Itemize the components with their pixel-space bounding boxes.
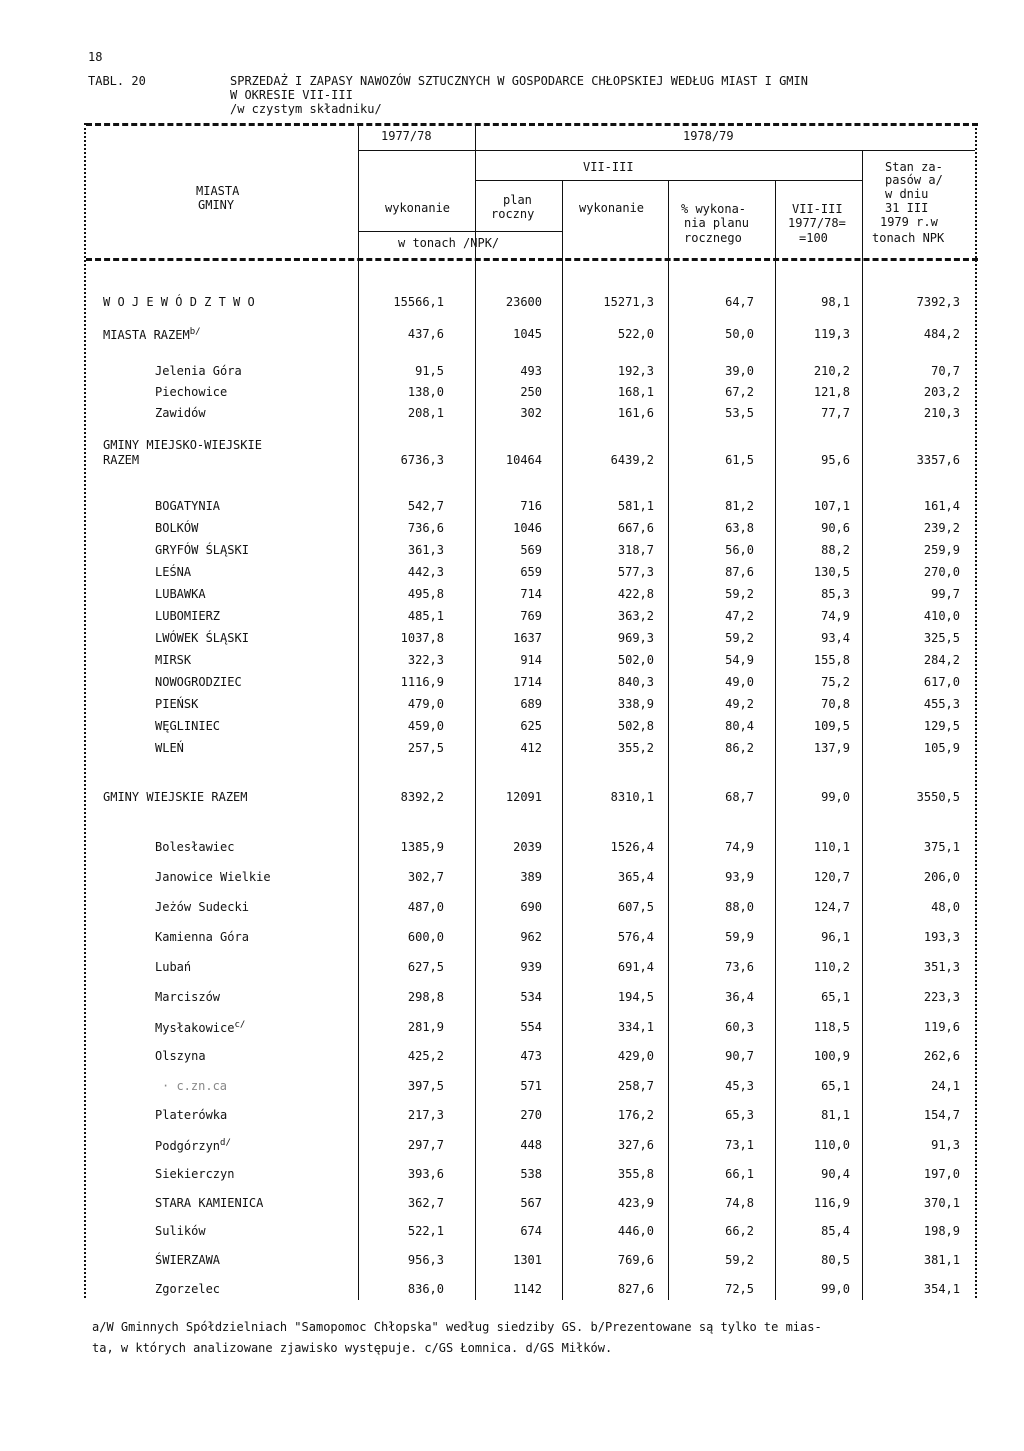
- table-cell: 769,6: [617, 1253, 654, 1267]
- table-cell: 538: [520, 1167, 542, 1181]
- table-cell: 129,5: [923, 719, 960, 733]
- table-cell: 448: [520, 1138, 542, 1152]
- table-cell: 138,0: [407, 385, 444, 399]
- row-name: Zgorzelec: [155, 1282, 221, 1296]
- table-cell: 327,6: [617, 1138, 654, 1152]
- table-cell: 581,1: [617, 499, 654, 513]
- table-cell: 769: [520, 609, 542, 623]
- row-name: Sulików: [155, 1224, 206, 1238]
- table-cell: 208,1: [407, 406, 444, 420]
- table-cell: 270: [520, 1108, 542, 1122]
- row-name: WĘGLINIEC: [155, 719, 221, 733]
- row-name-continued: RAZEM: [103, 453, 140, 467]
- table-cell: 119,3: [813, 327, 850, 341]
- table-cell: 197,0: [923, 1167, 960, 1181]
- table-cell: 203,2: [923, 385, 960, 399]
- table-title-line1: SPRZEDAŻ I ZAPASY NAWOZÓW SZTUCZNYCH W GOSPODARCE CHŁOPSKIEJ WEDŁUG MIAST I GMIN: [230, 74, 808, 88]
- table-cell: 107,1: [813, 499, 850, 513]
- table-cell: 397,5: [407, 1079, 444, 1093]
- table-cell: 73,6: [725, 960, 754, 974]
- table-cell: 85,3: [821, 587, 850, 601]
- col-header-stock-line1: Stan za-: [885, 160, 943, 174]
- table-cell: 429,0: [617, 1049, 654, 1063]
- row-name: LWÓWEK ŚLĄSKI: [155, 631, 249, 645]
- table-cell: 473: [520, 1049, 542, 1063]
- table-cell: 716: [520, 499, 542, 513]
- table-cell: 351,3: [923, 960, 960, 974]
- col-header-index-line2: 1977/78=: [788, 216, 846, 230]
- year-1977-78: 1977/78: [381, 129, 432, 143]
- table-cell: 15271,3: [603, 295, 654, 309]
- table-cell: 80,5: [821, 1253, 850, 1267]
- col-header-index-line1: VII-III: [792, 202, 843, 216]
- table-cell: 110,0: [813, 1138, 850, 1152]
- table-cell: 105,9: [923, 741, 960, 755]
- table-cell: 1714: [513, 675, 542, 689]
- table-cell: 410,0: [923, 609, 960, 623]
- table-cell: 70,8: [821, 697, 850, 711]
- table-cell: 210,3: [923, 406, 960, 420]
- table-cell: 60,3: [725, 1020, 754, 1034]
- table-cell: 93,4: [821, 631, 850, 645]
- table-cell: 355,8: [617, 1167, 654, 1181]
- table-cell: 487,0: [407, 900, 444, 914]
- table-cell: 12091: [505, 790, 542, 804]
- table-cell: 116,9: [813, 1196, 850, 1210]
- footnote-marker: b/: [189, 327, 201, 337]
- table-cell: 691,4: [617, 960, 654, 974]
- table-cell: 217,3: [407, 1108, 444, 1122]
- table-cell: 210,2: [813, 364, 850, 378]
- table-cell: 45,3: [725, 1079, 754, 1093]
- right-border: [975, 123, 977, 1298]
- stub-header-cities: MIASTA: [196, 184, 240, 198]
- table-cell: 361,3: [407, 543, 444, 557]
- table-cell: 154,7: [923, 1108, 960, 1122]
- table-cell: 302: [520, 406, 542, 420]
- table-cell: 239,2: [923, 521, 960, 535]
- table-cell: 99,0: [821, 790, 850, 804]
- col-sep-4: [668, 180, 669, 1300]
- row-name: Podgórzyn$^{d/}$: [155, 1138, 231, 1153]
- table-cell: 81,1: [821, 1108, 850, 1122]
- table-cell: 66,1: [725, 1167, 754, 1181]
- table-cell: 493: [520, 364, 542, 378]
- table-cell: 6736,3: [400, 453, 444, 467]
- table-cell: 87,6: [725, 565, 754, 579]
- col-header-stock-line5: 1979 r.w: [880, 215, 938, 229]
- row-name: Marciszów: [155, 990, 221, 1004]
- table-cell: 59,9: [725, 930, 754, 944]
- table-cell: 381,1: [923, 1253, 960, 1267]
- col-header-stock-line6: tonach NPK: [872, 231, 945, 245]
- table-cell: 484,2: [923, 327, 960, 341]
- table-cell: 459,0: [407, 719, 444, 733]
- table-cell: 7392,3: [916, 295, 960, 309]
- row-name: LUBAWKA: [155, 587, 206, 601]
- table-cell: 72,5: [725, 1282, 754, 1296]
- table-cell: 73,1: [725, 1138, 754, 1152]
- table-cell: 554: [520, 1020, 542, 1034]
- row-name: Olszyna: [155, 1049, 206, 1063]
- table-cell: 61,5: [725, 453, 754, 467]
- row-name: GRYFÓW ŚLĄSKI: [155, 543, 249, 557]
- table-cell: 88,0: [725, 900, 754, 914]
- table-cell: 168,1: [617, 385, 654, 399]
- footnote-marker: d/: [220, 1138, 231, 1148]
- table-cell: 355,2: [617, 741, 654, 755]
- table-cell: 577,3: [617, 565, 654, 579]
- table-cell: 65,1: [821, 990, 850, 1004]
- table-cell: 659: [520, 565, 542, 579]
- footnote-line2: ta, w których analizowane zjawisko występuje. c/GS Łomnica. d/GS Miłków.: [92, 1341, 613, 1355]
- table-cell: 6439,2: [610, 453, 654, 467]
- table-cell: 1045: [513, 327, 542, 341]
- header-rule-period: [475, 180, 862, 181]
- row-name: LUBOMIERZ: [155, 609, 221, 623]
- col-sep-1: [358, 125, 359, 1300]
- table-cell: 59,2: [725, 1253, 754, 1267]
- table-cell: 270,0: [923, 565, 960, 579]
- row-name: WLEŃ: [155, 741, 184, 755]
- table-cell: 95,6: [821, 453, 850, 467]
- row-name: Jeżów Sudecki: [155, 900, 249, 914]
- table-cell: 281,9: [407, 1020, 444, 1034]
- table-cell: 297,7: [407, 1138, 444, 1152]
- table-cell: 627,5: [407, 960, 444, 974]
- table-cell: 1526,4: [610, 840, 654, 854]
- row-name: W O J E W Ó D Z T W O: [103, 295, 255, 309]
- table-cell: 365,4: [617, 870, 654, 884]
- table-cell: 284,2: [923, 653, 960, 667]
- table-cell: 258,7: [617, 1079, 654, 1093]
- col-sep-3: [562, 180, 563, 1300]
- table-cell: 70,7: [931, 364, 960, 378]
- table-cell: 90,4: [821, 1167, 850, 1181]
- row-name: BOGATYNIA: [155, 499, 221, 513]
- table-cell: 502,8: [617, 719, 654, 733]
- table-cell: 80,4: [725, 719, 754, 733]
- row-name: MIRSK: [155, 653, 192, 667]
- table-cell: 155,8: [813, 653, 850, 667]
- col-header-stock-line4: 31 III: [885, 201, 929, 215]
- col-header-index-line3: =100: [799, 231, 828, 245]
- table-cell: 914: [520, 653, 542, 667]
- table-cell: 736,6: [407, 521, 444, 535]
- table-cell: 192,3: [617, 364, 654, 378]
- table-cell: 98,1: [821, 295, 850, 309]
- left-border: [84, 123, 86, 1298]
- header-bottom-rule: [86, 258, 978, 261]
- table-cell: 130,5: [813, 565, 850, 579]
- table-cell: 65,1: [821, 1079, 850, 1093]
- table-cell: 1385,9: [400, 840, 444, 854]
- table-cell: 479,0: [407, 697, 444, 711]
- row-name: GMINY WIEJSKIE RAZEM: [103, 790, 248, 804]
- table-cell: 576,4: [617, 930, 654, 944]
- table-cell: 194,5: [617, 990, 654, 1004]
- row-name: Kamienna Góra: [155, 930, 249, 944]
- row-name: PIEŃSK: [155, 697, 199, 711]
- table-cell: 412: [520, 741, 542, 755]
- table-cell: 47,2: [725, 609, 754, 623]
- page-number: 18: [88, 50, 103, 64]
- table-cell: 362,7: [407, 1196, 444, 1210]
- table-cell: 250: [520, 385, 542, 399]
- table-cell: 90,6: [821, 521, 850, 535]
- table-cell: 690: [520, 900, 542, 914]
- table-cell: 49,0: [725, 675, 754, 689]
- table-cell: 442,3: [407, 565, 444, 579]
- footnote-marker: c/: [234, 1020, 246, 1030]
- table-cell: 455,3: [923, 697, 960, 711]
- table-cell: 569: [520, 543, 542, 557]
- table-cell: 99,7: [931, 587, 960, 601]
- table-cell: 119,6: [923, 1020, 960, 1034]
- table-cell: 298,8: [407, 990, 444, 1004]
- table-cell: 124,7: [813, 900, 850, 914]
- table-cell: 318,7: [617, 543, 654, 557]
- header-top-rule: [86, 123, 978, 126]
- table-cell: 99,0: [821, 1282, 850, 1296]
- table-title-line2: W OKRESIE VII-III: [230, 88, 353, 102]
- table-cell: 3550,5: [916, 790, 960, 804]
- table-cell: 2039: [513, 840, 542, 854]
- table-cell: 257,5: [407, 741, 444, 755]
- table-cell: 1142: [513, 1282, 542, 1296]
- table-cell: 10464: [505, 453, 542, 467]
- row-name: STARA KAMIENICA: [155, 1196, 264, 1210]
- col-header-stock-line2: pasów a/: [885, 173, 943, 187]
- table-cell: 262,6: [923, 1049, 960, 1063]
- table-cell: 338,9: [617, 697, 654, 711]
- table-cell: 542,7: [407, 499, 444, 513]
- table-cell: 571: [520, 1079, 542, 1093]
- table-cell: 23600: [505, 295, 542, 309]
- table-cell: 74,9: [821, 609, 850, 623]
- table-cell: 827,6: [617, 1282, 654, 1296]
- row-name: MIASTA $RAZEM^{b/}$: [103, 327, 201, 342]
- row-name: Siekierczyn: [155, 1167, 235, 1181]
- table-cell: 67,2: [725, 385, 754, 399]
- stub-header-communes: GMINY: [198, 198, 235, 212]
- col-sep-2: [475, 125, 476, 1300]
- table-cell: 1037,8: [400, 631, 444, 645]
- row-name: NOWOGRODZIEC: [155, 675, 242, 689]
- table-cell: 88,2: [821, 543, 850, 557]
- table-cell: 625: [520, 719, 542, 733]
- table-cell: 50,0: [725, 327, 754, 341]
- table-cell: 64,7: [725, 295, 754, 309]
- table-cell: 302,7: [407, 870, 444, 884]
- row-name: Jelenia Góra: [155, 364, 242, 378]
- col-header-percent-line1: % wykona-: [681, 202, 747, 216]
- table-cell: 322,3: [407, 653, 444, 667]
- table-cell: 522,0: [617, 327, 654, 341]
- row-name: Lubań: [155, 960, 192, 974]
- table-cell: 8310,1: [610, 790, 654, 804]
- table-cell: 836,0: [407, 1282, 444, 1296]
- table-cell: 689: [520, 697, 542, 711]
- table-cell: 66,2: [725, 1224, 754, 1238]
- col-header-plan-line2: roczny: [491, 207, 535, 221]
- table-cell: 223,3: [923, 990, 960, 1004]
- col-header-wykonanie-2: wykonanie: [579, 201, 645, 215]
- table-cell: 110,1: [813, 840, 850, 854]
- table-cell: 74,9: [725, 840, 754, 854]
- table-cell: 567: [520, 1196, 542, 1210]
- table-cell: 363,2: [617, 609, 654, 623]
- table-cell: 48,0: [931, 900, 960, 914]
- table-cell: 74,8: [725, 1196, 754, 1210]
- table-cell: 1046: [513, 521, 542, 535]
- col-header-plan-line1: plan: [503, 193, 532, 207]
- table-cell: 714: [520, 587, 542, 601]
- table-cell: 437,6: [407, 327, 444, 341]
- table-cell: 161,4: [923, 499, 960, 513]
- table-cell: 1116,9: [400, 675, 444, 689]
- table-cell: 56,0: [725, 543, 754, 557]
- table-cell: 939: [520, 960, 542, 974]
- row-name: Platerówka: [155, 1108, 228, 1122]
- table-cell: 389: [520, 870, 542, 884]
- table-cell: 59,2: [725, 587, 754, 601]
- table-cell: 206,0: [923, 870, 960, 884]
- table-cell: 90,7: [725, 1049, 754, 1063]
- row-name: Bolesławiec: [155, 840, 235, 854]
- table-cell: 840,3: [617, 675, 654, 689]
- col-sep-5: [775, 180, 776, 1300]
- table-cell: 607,5: [617, 900, 654, 914]
- table-cell: 54,9: [725, 653, 754, 667]
- table-cell: 502,0: [617, 653, 654, 667]
- header-rule-years: [358, 150, 975, 151]
- table-cell: 1637: [513, 631, 542, 645]
- table-cell: 161,6: [617, 406, 654, 420]
- table-cell: 36,4: [725, 990, 754, 1004]
- col-header-percent-line3: rocznego: [684, 231, 742, 245]
- table-cell: 495,8: [407, 587, 444, 601]
- table-cell: 93,9: [725, 870, 754, 884]
- table-cell: 425,2: [407, 1049, 444, 1063]
- table-cell: 59,2: [725, 631, 754, 645]
- table-cell: 193,3: [923, 930, 960, 944]
- table-cell: 370,1: [923, 1196, 960, 1210]
- table-cell: 77,7: [821, 406, 850, 420]
- row-name: Zawidów: [155, 406, 206, 420]
- row-name: LEŚNA: [155, 565, 192, 579]
- table-title-line3: /w czystym składniku/: [230, 102, 382, 116]
- table-cell: 75,2: [821, 675, 850, 689]
- table-cell: 68,7: [725, 790, 754, 804]
- table-cell: 91,3: [931, 1138, 960, 1152]
- table-cell: 85,4: [821, 1224, 850, 1238]
- table-cell: 667,6: [617, 521, 654, 535]
- table-cell: 334,1: [617, 1020, 654, 1034]
- row-name: GMINY MIEJSKO-WIEJSKIE: [103, 438, 262, 452]
- table-cell: 39,0: [725, 364, 754, 378]
- table-cell: 137,9: [813, 741, 850, 755]
- table-cell: 1301: [513, 1253, 542, 1267]
- table-cell: 354,1: [923, 1282, 960, 1296]
- table-cell: 198,9: [923, 1224, 960, 1238]
- table-cell: 100,9: [813, 1049, 850, 1063]
- table-cell: 15566,1: [393, 295, 444, 309]
- table-cell: 110,2: [813, 960, 850, 974]
- table-cell: 81,2: [725, 499, 754, 513]
- table-cell: 65,3: [725, 1108, 754, 1122]
- col-header-wykonanie-1: wykonanie: [385, 201, 451, 215]
- table-cell: 24,1: [931, 1079, 960, 1093]
- table-cell: 3357,6: [916, 453, 960, 467]
- table-cell: 485,1: [407, 609, 444, 623]
- table-cell: 96,1: [821, 930, 850, 944]
- table-cell: 121,8: [813, 385, 850, 399]
- units-label: w tonach /NPK/: [398, 236, 500, 250]
- table-cell: 375,1: [923, 840, 960, 854]
- col-sep-6: [862, 150, 863, 1300]
- row-name: Janowice Wielkie: [155, 870, 271, 884]
- table-cell: 53,5: [725, 406, 754, 420]
- table-cell: 534: [520, 990, 542, 1004]
- table-label: TABL. 20: [88, 74, 146, 88]
- table-cell: 393,6: [407, 1167, 444, 1181]
- table-cell: 63,8: [725, 521, 754, 535]
- year-1978-79: 1978/79: [683, 129, 734, 143]
- table-cell: 109,5: [813, 719, 850, 733]
- footnote-line1: a/W Gminnych Spółdzielniach "Samopomoc Chłopska" według siedziby GS. b/Prezentowane są tylko te mias-: [92, 1320, 822, 1334]
- table-cell: 325,5: [923, 631, 960, 645]
- header-rule-units: [358, 231, 562, 232]
- period-vii-iii: VII-III: [583, 160, 634, 174]
- table-cell: 176,2: [617, 1108, 654, 1122]
- table-cell: 49,2: [725, 697, 754, 711]
- table-cell: 956,3: [407, 1253, 444, 1267]
- table-cell: 120,7: [813, 870, 850, 884]
- table-cell: 617,0: [923, 675, 960, 689]
- row-name: Piechowice: [155, 385, 228, 399]
- table-cell: 91,5: [415, 364, 444, 378]
- table-cell: 259,9: [923, 543, 960, 557]
- col-header-stock-line3: w dniu: [885, 187, 929, 201]
- table-cell: 8392,2: [400, 790, 444, 804]
- table-cell: 969,3: [617, 631, 654, 645]
- col-header-percent-line2: nia planu: [684, 216, 750, 230]
- row-name: BOLKÓW: [155, 521, 199, 535]
- table-cell: 600,0: [407, 930, 444, 944]
- row-name: ŚWIERZAWA: [155, 1253, 221, 1267]
- table-cell: 962: [520, 930, 542, 944]
- table-cell: 446,0: [617, 1224, 654, 1238]
- table-cell: 423,9: [617, 1196, 654, 1210]
- table-row-partial-name: · c.zn.ca: [162, 1079, 228, 1093]
- table-cell: 422,8: [617, 587, 654, 601]
- table-cell: 522,1: [407, 1224, 444, 1238]
- row-name: Mysłakowice$^{c/}$: [155, 1020, 246, 1035]
- table-cell: 674: [520, 1224, 542, 1238]
- table-cell: 86,2: [725, 741, 754, 755]
- table-cell: 118,5: [813, 1020, 850, 1034]
